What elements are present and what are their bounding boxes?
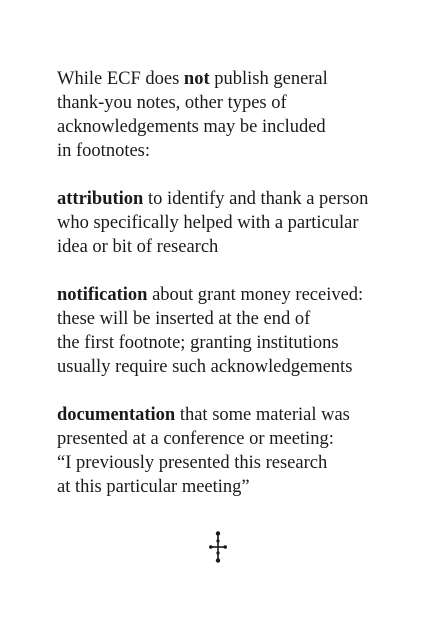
dagger-ornament-icon (209, 530, 227, 564)
notification-line-2: these will be inserted at the end of (57, 309, 311, 329)
notification-line-1 (57, 283, 407, 307)
attribution-term: attribution (57, 189, 144, 209)
intro-line-4: in footnotes: (57, 141, 151, 161)
notification-line-3: the first footnote; granting institutions (57, 333, 339, 353)
notification-text: about grant money received: (147, 285, 364, 305)
documentation-text: that some material was (175, 405, 350, 425)
documentation-line-2: presented at a conference or meeting: (57, 429, 334, 449)
attribution-text: to identify and thank a person (143, 189, 369, 209)
documentation-line-3: “I previously presented this research (57, 453, 328, 473)
documentation-term: documentation (57, 405, 176, 425)
intro-line-1 (57, 67, 407, 91)
intro-paragraph (57, 67, 407, 163)
attribution-paragraph (57, 187, 407, 259)
attribution-line-3: idea or bit of research (57, 237, 219, 257)
notification-term: notification (57, 285, 148, 305)
documentation-paragraph (57, 403, 407, 499)
attribution-line-2: who specifically helped with a particular (57, 213, 359, 233)
attribution-line-1 (57, 187, 407, 211)
emphasis-not: not (183, 69, 210, 89)
intro-line-3: acknowledgements may be included (57, 117, 326, 137)
intro-text: While ECF does (57, 69, 184, 89)
intro-line-2: thank-you notes, other types of (57, 93, 287, 113)
intro-text: publish general (209, 69, 328, 89)
document-body (57, 67, 407, 523)
notification-paragraph (57, 283, 407, 379)
documentation-line-4: at this particular meeting” (57, 477, 250, 497)
notification-line-4: usually require such acknowledgements (57, 357, 353, 377)
documentation-line-1 (57, 403, 407, 427)
